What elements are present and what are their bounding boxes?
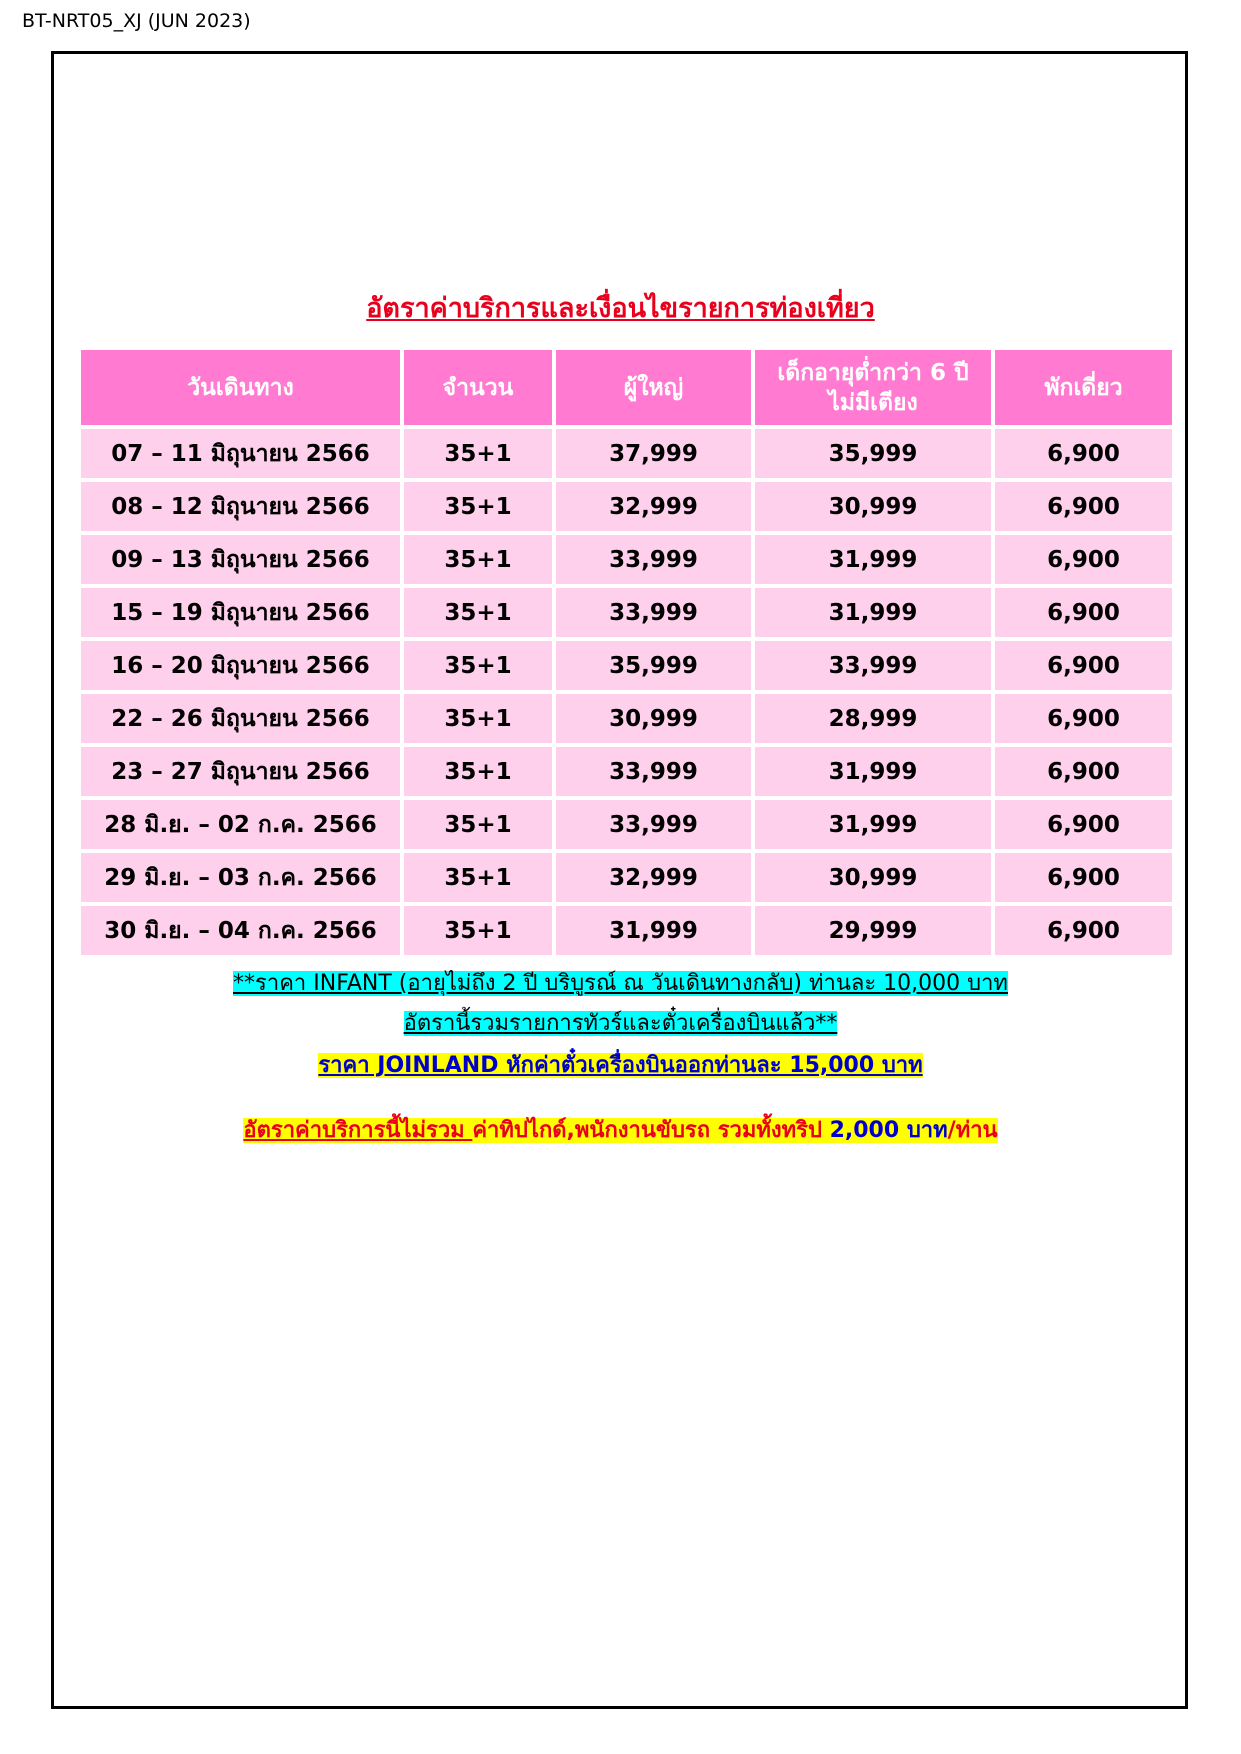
table-row xyxy=(81,482,1172,531)
exclusion-note-lead: อัตราค่าบริการนี้ไม่รวม xyxy=(243,1118,473,1143)
cell-seats: 35+1 xyxy=(404,906,552,955)
infant-note-text: **ราคา INFANT (อายุไม่ถึง 2 ปี บริบูรณ์ ณ วันเดินทางกลับ) ท่านละ 10,000 บาท xyxy=(233,971,1008,996)
header-adult: ผู้ใหญ่ xyxy=(556,350,751,425)
cell-date: 08 – 12 มิถุนายน 2566 xyxy=(81,482,400,531)
included-note-text: อัตรานี้รวมรายการทัวร์และตั๋วเครื่องบินแล้ว** xyxy=(403,1011,838,1036)
exclusion-note-highlight xyxy=(243,1118,997,1143)
cell-adult: 33,999 xyxy=(556,535,751,584)
table-row xyxy=(81,800,1172,849)
table-row xyxy=(81,694,1172,743)
cell-single: 6,900 xyxy=(995,694,1172,743)
cell-adult: 35,999 xyxy=(556,641,751,690)
cell-seats: 35+1 xyxy=(404,588,552,637)
joinland-note xyxy=(0,1047,1241,1082)
cell-child: 29,999 xyxy=(755,906,991,955)
header-date: วันเดินทาง xyxy=(81,350,400,425)
table-row xyxy=(81,641,1172,690)
cell-single: 6,900 xyxy=(995,588,1172,637)
included-note xyxy=(0,1005,1241,1040)
exclusion-note-detail: ค่าทิปไกด์,พนักงานขับรถ รวมทั้งทริป xyxy=(472,1118,830,1143)
cell-adult: 33,999 xyxy=(556,588,751,637)
cell-adult: 32,999 xyxy=(556,482,751,531)
table-row xyxy=(81,429,1172,478)
cell-single: 6,900 xyxy=(995,641,1172,690)
cell-seats: 35+1 xyxy=(404,641,552,690)
table-row xyxy=(81,588,1172,637)
cell-date: 16 – 20 มิถุนายน 2566 xyxy=(81,641,400,690)
cell-single: 6,900 xyxy=(995,800,1172,849)
cell-single: 6,900 xyxy=(995,906,1172,955)
joinland-note-text: ราคา JOINLAND หักค่าตั๋วเครื่องบินออกท่านละ 15,000 บาท xyxy=(318,1053,923,1078)
header-seats: จำนวน xyxy=(404,350,552,425)
page-title: อัตราค่าบริการและเงื่อนไขรายการท่องเที่ยว xyxy=(366,293,875,324)
header-single: พักเดี่ยว xyxy=(995,350,1172,425)
infant-note xyxy=(0,965,1241,1000)
cell-date: 07 – 11 มิถุนายน 2566 xyxy=(81,429,400,478)
cell-child: 33,999 xyxy=(755,641,991,690)
cell-single: 6,900 xyxy=(995,747,1172,796)
cell-seats: 35+1 xyxy=(404,800,552,849)
cell-adult: 31,999 xyxy=(556,906,751,955)
cell-child: 28,999 xyxy=(755,694,991,743)
cell-adult: 32,999 xyxy=(556,853,751,902)
cell-date: 23 – 27 มิถุนายน 2566 xyxy=(81,747,400,796)
cell-child: 31,999 xyxy=(755,800,991,849)
table-row xyxy=(81,853,1172,902)
cell-child: 31,999 xyxy=(755,535,991,584)
header-child-line1: เด็กอายุต่ำกว่า 6 ปี xyxy=(777,359,969,386)
cell-adult: 33,999 xyxy=(556,800,751,849)
cell-adult: 37,999 xyxy=(556,429,751,478)
table-row xyxy=(81,535,1172,584)
cell-date: 30 มิ.ย. – 04 ก.ค. 2566 xyxy=(81,906,400,955)
cell-child: 31,999 xyxy=(755,747,991,796)
cell-child: 31,999 xyxy=(755,588,991,637)
header-child xyxy=(755,350,991,425)
cell-single: 6,900 xyxy=(995,535,1172,584)
cell-seats: 35+1 xyxy=(404,429,552,478)
cell-seats: 35+1 xyxy=(404,694,552,743)
cell-seats: 35+1 xyxy=(404,482,552,531)
cell-single: 6,900 xyxy=(995,482,1172,531)
cell-date: 22 – 26 มิถุนายน 2566 xyxy=(81,694,400,743)
exclusion-note-amount: 2,000 บาท xyxy=(829,1118,948,1143)
cell-child: 30,999 xyxy=(755,853,991,902)
cell-seats: 35+1 xyxy=(404,747,552,796)
cell-date: 09 – 13 มิถุนายน 2566 xyxy=(81,535,400,584)
cell-child: 30,999 xyxy=(755,482,991,531)
cell-date: 29 มิ.ย. – 03 ก.ค. 2566 xyxy=(81,853,400,902)
cell-seats: 35+1 xyxy=(404,853,552,902)
price-table xyxy=(77,346,1176,959)
cell-date: 15 – 19 มิถุนายน 2566 xyxy=(81,588,400,637)
cell-adult: 33,999 xyxy=(556,747,751,796)
cell-seats: 35+1 xyxy=(404,535,552,584)
document-code: BT-NRT05_XJ (JUN 2023) xyxy=(22,10,251,32)
table-body xyxy=(81,429,1172,955)
cell-single: 6,900 xyxy=(995,853,1172,902)
cell-date: 28 มิ.ย. – 02 ก.ค. 2566 xyxy=(81,800,400,849)
cell-single: 6,900 xyxy=(995,429,1172,478)
table-header-row xyxy=(81,350,1172,425)
cell-adult: 30,999 xyxy=(556,694,751,743)
table-row xyxy=(81,906,1172,955)
table-row xyxy=(81,747,1172,796)
exclusion-note xyxy=(0,1112,1241,1147)
cell-child: 35,999 xyxy=(755,429,991,478)
header-child-line2: ไม่มีเตียง xyxy=(828,389,918,416)
exclusion-note-unit: /ท่าน xyxy=(947,1118,998,1143)
